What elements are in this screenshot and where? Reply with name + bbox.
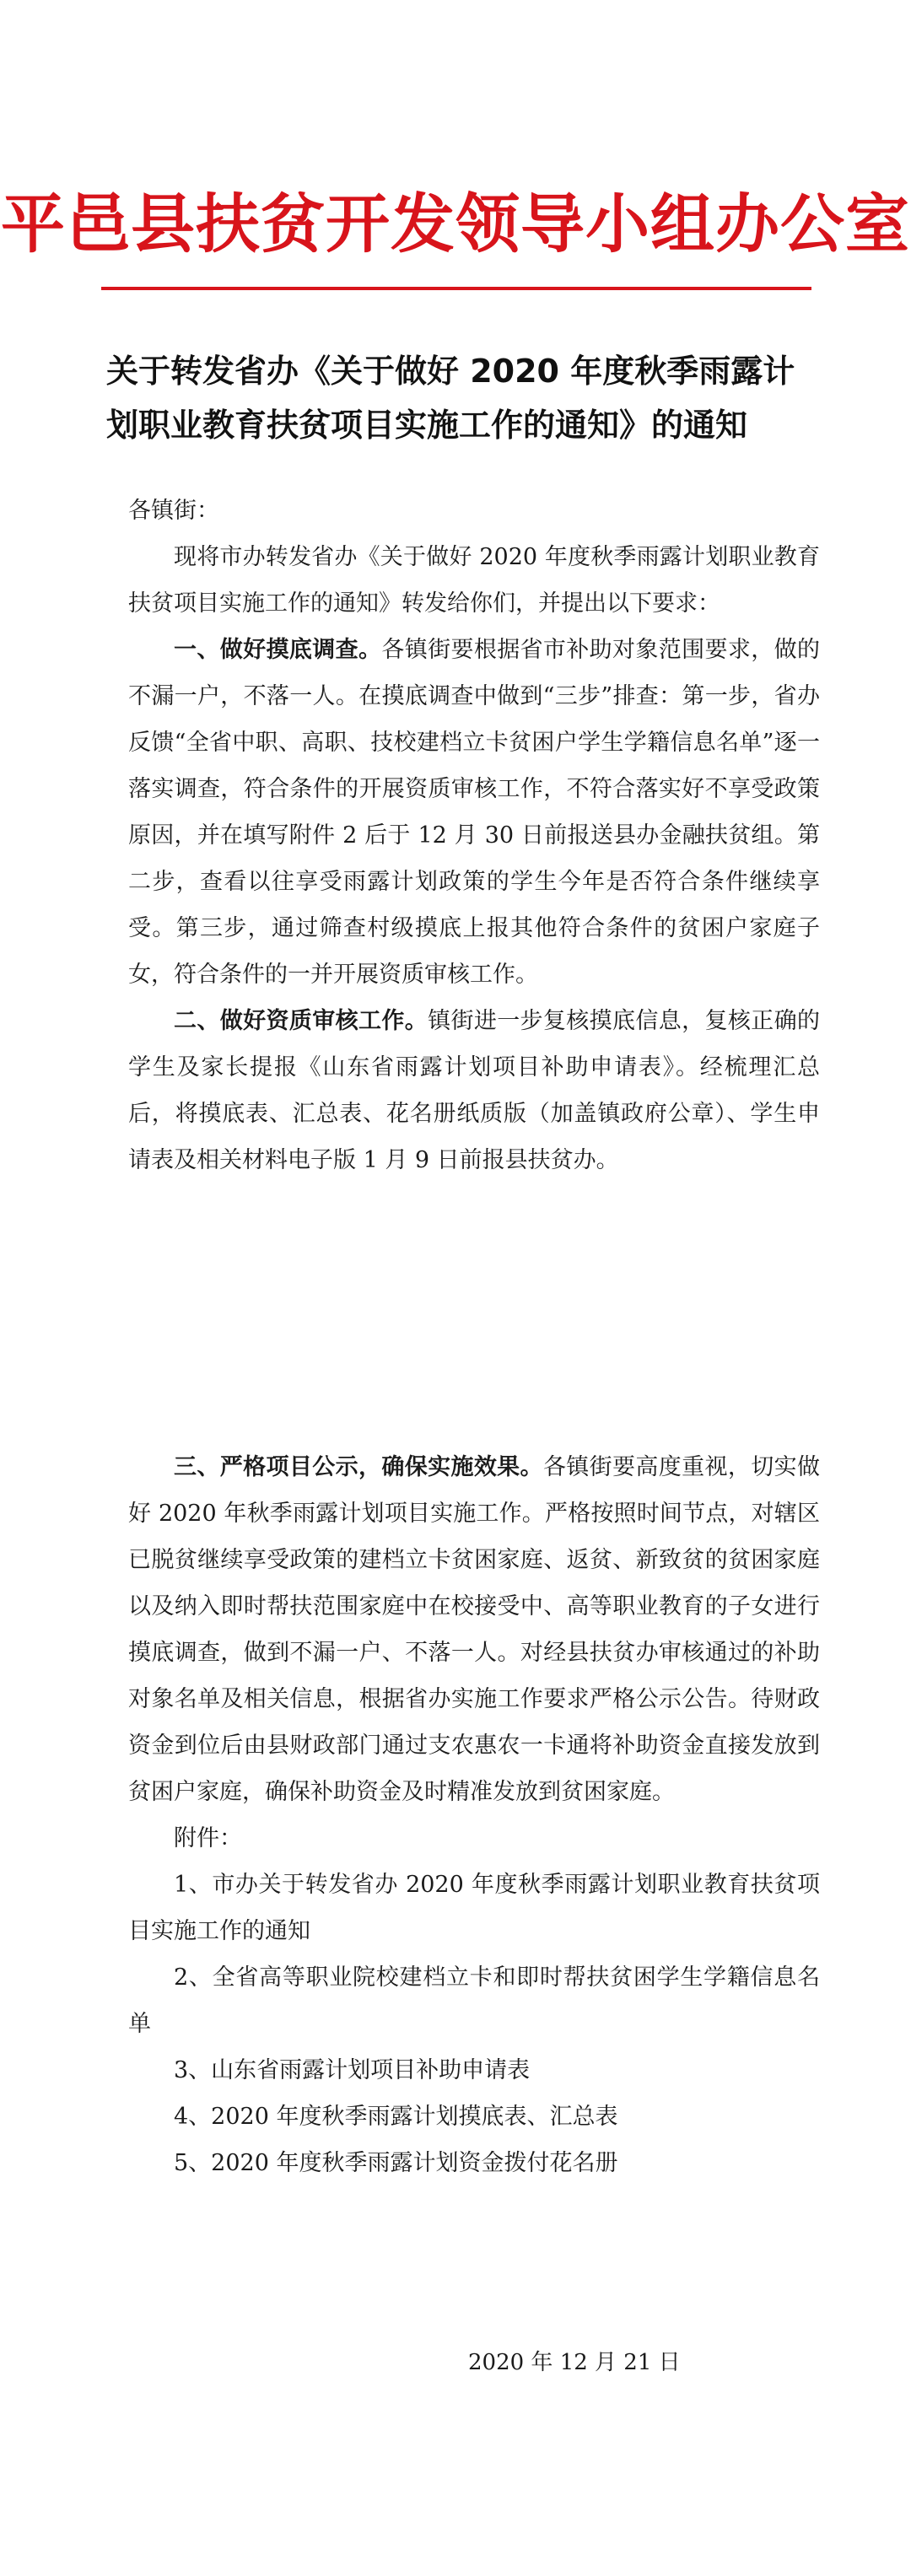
- attachment-item: 5、2020 年度秋季雨露计划资金拨付花名册: [174, 2150, 618, 2176]
- attachment-item: 1、市办关于转发省办 2020 年度秋季雨露计划职业教育扶贫项目实施工作的通知: [128, 1872, 820, 1944]
- intro-paragraph: 现将市办转发省办《关于做好 2020 年度秋季雨露计划职业教育扶贫项目实施工作的通知》转发给你们，并提出以下要求：: [128, 544, 820, 617]
- attachments-label: 附件：: [174, 1825, 242, 1851]
- document-title-line-2: 划职业教育扶贫项目实施工作的通知》的通知: [106, 407, 748, 444]
- document-title-line-1: 关于转发省办《关于做好 2020 年度秋季雨露计: [106, 353, 795, 390]
- attachment-item: 3、山东省雨露计划项目补助申请表: [174, 2057, 531, 2083]
- issuing-office-title: 平邑县扶贫开发领导小组办公室: [1, 186, 910, 261]
- issue-date: 2020 年 12 月 21 日: [468, 2350, 681, 2375]
- section-2-paragraph: [128, 998, 820, 1183]
- section-1-text: 各镇街要根据省市补助对象范围要求，做的不漏一户，不落一人。在摸底调查中做到“三步”排查：第一步，省办反馈“全省中职、高职、技校建档立卡贫困户学生学籍信息名单”逐一落实调查，符合条件的开展资质审核工作，不符合落实好不享受政策原因，并在填写附件 2 后于 12 月 30 日前报送县办金融扶贫组。第二步，查看以往享受雨露计划政策的学生今年是否符合条件继续享受。第三步，通过筛查村级摸底上报其他符合条件的贫困户家庭子女，符合条件的一并开展资质审核工作。: [128, 637, 821, 988]
- section-2-text: 镇街进一步复核摸底信息，复核正确的学生及家长提报《山东省雨露计划项目补助申请表》。经梳理汇总后，将摸底表、汇总表、花名册纸质版（加盖镇政府公章）、学生申请表及相关材料电子版 1 月 9 日前报县扶贫办。: [128, 1008, 821, 1173]
- attachment-item: 4、2020 年度秋季雨露计划摸底表、汇总表: [174, 2104, 618, 2130]
- section-3-text: 各镇街要高度重视，切实做好 2020 年秋季雨露计划项目实施工作。严格按照时间节点，对辖区已脱贫继续享受政策的建档立卡贫困家庭、返贫、新致贫的贫困家庭以及纳入即时帮扶范围家庭中在校接受中、高等职业教育的子女进行摸底调查，做到不漏一户、不落一人。对经县扶贫办审核通过的补助对象名单及相关信息，根据省办实施工作要求严格公示公告。待财政资金到位后由县财政部门通过支农惠农一卡通将补助资金直接发放到贫困户家庭，确保补助资金及时精准发放到贫困家庭。: [128, 1454, 821, 1805]
- document-title: [106, 344, 815, 452]
- section-3-heading: 三、严格项目公示，确保实施效果。: [174, 1454, 543, 1480]
- section-3-paragraph: [128, 1444, 820, 1815]
- salutation: 各镇街：: [128, 498, 219, 524]
- body-section-upper: [128, 488, 820, 1183]
- attachment-item: 2、全省高等职业院校建档立卡和即时帮扶贫困学生学籍信息名单: [128, 1964, 820, 2037]
- body-section-lower: [128, 1444, 820, 2186]
- section-1-paragraph: [128, 627, 820, 998]
- section-2-heading: 二、做好资质审核工作。: [174, 1008, 429, 1034]
- red-header-rule: [101, 287, 811, 290]
- section-1-heading: 一、做好摸底调查。: [174, 637, 382, 663]
